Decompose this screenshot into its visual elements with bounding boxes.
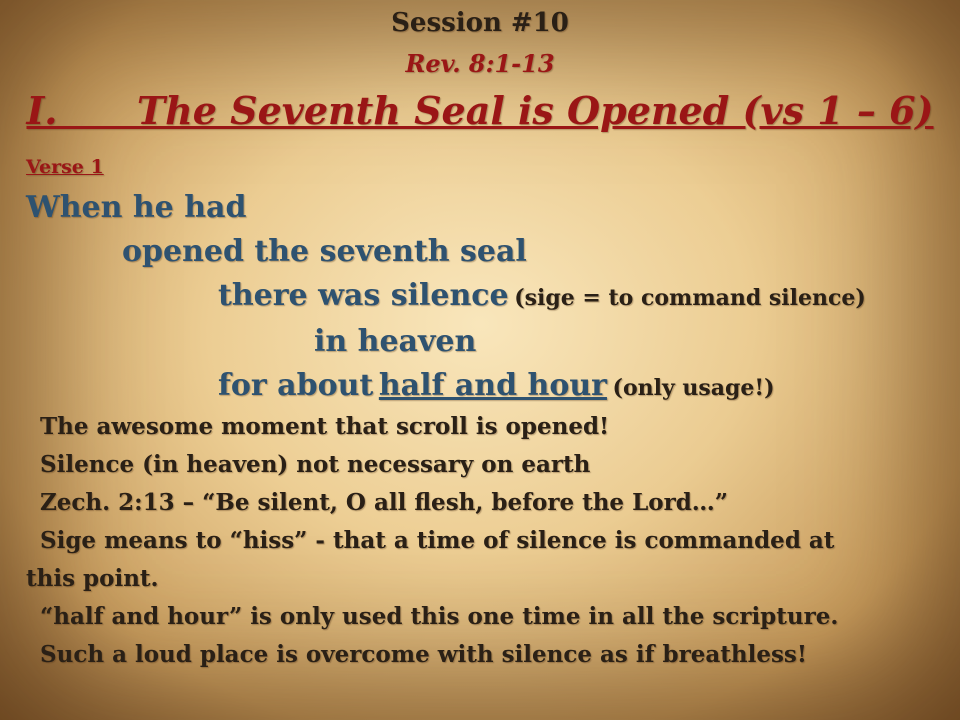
note-1: The awesome moment that scroll is opened! xyxy=(40,413,610,440)
note-3: Zech. 2:13 – “Be silent, O all flesh, before the Lord…” xyxy=(40,489,729,516)
verse-line-3-text: there was silence xyxy=(218,278,509,313)
note-4: Sige means to “hiss” - that a time of silence is commanded at xyxy=(40,527,835,554)
verse-line-3-note: (sige = to command silence) xyxy=(514,285,866,311)
verse-line-5-text: for about xyxy=(218,368,374,403)
note-4-continued: this point. xyxy=(26,565,159,592)
verse-line-5 xyxy=(218,368,775,403)
verse-line-1: When he had xyxy=(26,190,247,225)
slide-heading: I. The Seventh Seal is Opened (vs 1 – 6) xyxy=(26,88,934,133)
verse-line-2: opened the seventh seal xyxy=(122,234,527,269)
verse-line-4: in heaven xyxy=(314,324,477,359)
note-6: Such a loud place is overcome with silence as if breathless! xyxy=(40,641,807,668)
note-2: Silence (in heaven) not necessary on earth xyxy=(40,451,591,478)
verse-line-3 xyxy=(218,278,866,313)
verse-line-5-underlined: half and hour xyxy=(378,368,607,403)
scripture-reference: Rev. 8:1-13 xyxy=(405,49,555,78)
session-title: Session #10 xyxy=(391,8,569,38)
verse-label: Verse 1 xyxy=(26,156,104,178)
verse-line-5-note: (only usage!) xyxy=(612,375,775,401)
note-5: “half and hour” is only used this one time in all the scripture. xyxy=(40,603,839,630)
